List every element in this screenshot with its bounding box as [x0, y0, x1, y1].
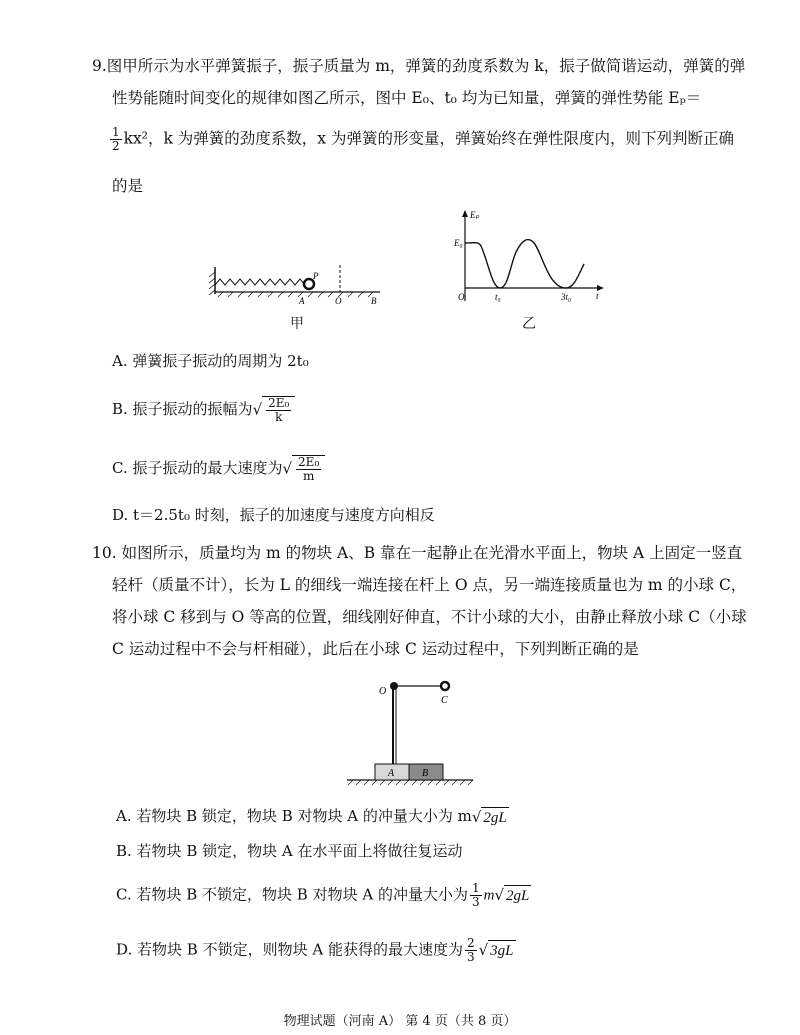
- q10-line-4: C 运动过程中不会与杆相碰），此后在小球 C 运动过程中，下列判断正确的是: [112, 640, 639, 658]
- label-e0: E₀: [454, 238, 463, 248]
- q9-line-2: 性势能随时间变化的规律如图乙所示，图中 E₀、t₀ 均为已知量，弹簧的弹性势能 Eₚ＝: [112, 89, 702, 107]
- label-t0: t₀: [495, 292, 501, 302]
- q9-line-1: 9.图甲所示为水平弹簧振子，振子质量为 m，弹簧的劲度系数为 k，振子做简谐运动，弹簧的弹: [92, 57, 746, 75]
- label-b: B: [371, 296, 377, 306]
- q9-option-c: C. 振子振动的最大速度为√ $\frac{\text{2E₀}}{m}$: [112, 455, 325, 483]
- q10-line-2: 轻杆（质量不计），长为 L 的细线一端连接在杆上 O 点，另一端连接质量也为 m 的小球 C，: [112, 576, 747, 594]
- q10-option-c: C. 若物块 B 不锁定，物块 B 对物块 A 的冲量大小为 $\frac{1}{3}$ m√ 2gL: [116, 881, 530, 909]
- figure-q10-blocks-rod: [345, 672, 475, 787]
- q9-line-3: $\frac{1}{2}$ kx²，k 为弹簧的劲度系数，x 为弹簧的形变量，弹簧始终在弹性限度内，则下列判断正确: [112, 125, 734, 153]
- label-origin: O: [458, 292, 465, 302]
- label-block-a: A: [388, 768, 395, 779]
- q10-option-a: A. 若物块 B 锁定，物块 B 对物块 A 的冲量大小为 m√ 2gL: [116, 807, 507, 826]
- q10-line-3: 将小球 C 移到与 O 等高的位置，细线刚好伸直，不计小球的大小，由静止释放小球 C（小球: [112, 608, 747, 626]
- half-fraction: $\frac{1}{2}$: [112, 125, 120, 153]
- label-o: O: [335, 296, 342, 306]
- figure-yi-caption: 乙: [522, 316, 536, 332]
- label-3t0: 3t₀: [561, 292, 572, 302]
- label-t-axis: t: [596, 291, 599, 301]
- label-a: A: [299, 296, 305, 306]
- q10-option-b: B. 若物块 B 锁定，物块 A 在水平面上将做往复运动: [116, 842, 463, 860]
- q9-option-d: D. t＝2.5t₀ 时刻，振子的加速度与速度方向相反: [112, 506, 435, 524]
- q10-line-1: 10. 如图所示，质量均为 m 的物块 A、B 靠在一起静止在光滑水平面上，物块 A 上固定一竖直: [92, 544, 743, 562]
- q9-option-b: B. 振子振动的振幅为√ $\frac{\text{2E₀}}{k}$: [112, 396, 295, 424]
- q9-option-a: A. 弹簧振子振动的周期为 2t₀: [112, 352, 309, 370]
- q9-line-4: 的是: [112, 177, 144, 195]
- q10-option-d: D. 若物块 B 不锁定，则物块 A 能获得的最大速度为 $\frac{2}{3}$ √ 3gL: [116, 936, 514, 964]
- figure-jia-caption-text: 甲: [290, 316, 304, 332]
- label-p: P: [313, 271, 319, 281]
- label-ep: Eₚ: [470, 210, 480, 220]
- energy-curve: [465, 240, 584, 288]
- label-o: O: [379, 686, 387, 697]
- label-block-b: B: [422, 768, 429, 779]
- figure-yi-energy-graph: [450, 206, 610, 306]
- page-footer: 物理试题（河南 A） 第 4 页（共 8 页）: [283, 1014, 517, 1029]
- label-c: C: [441, 695, 448, 706]
